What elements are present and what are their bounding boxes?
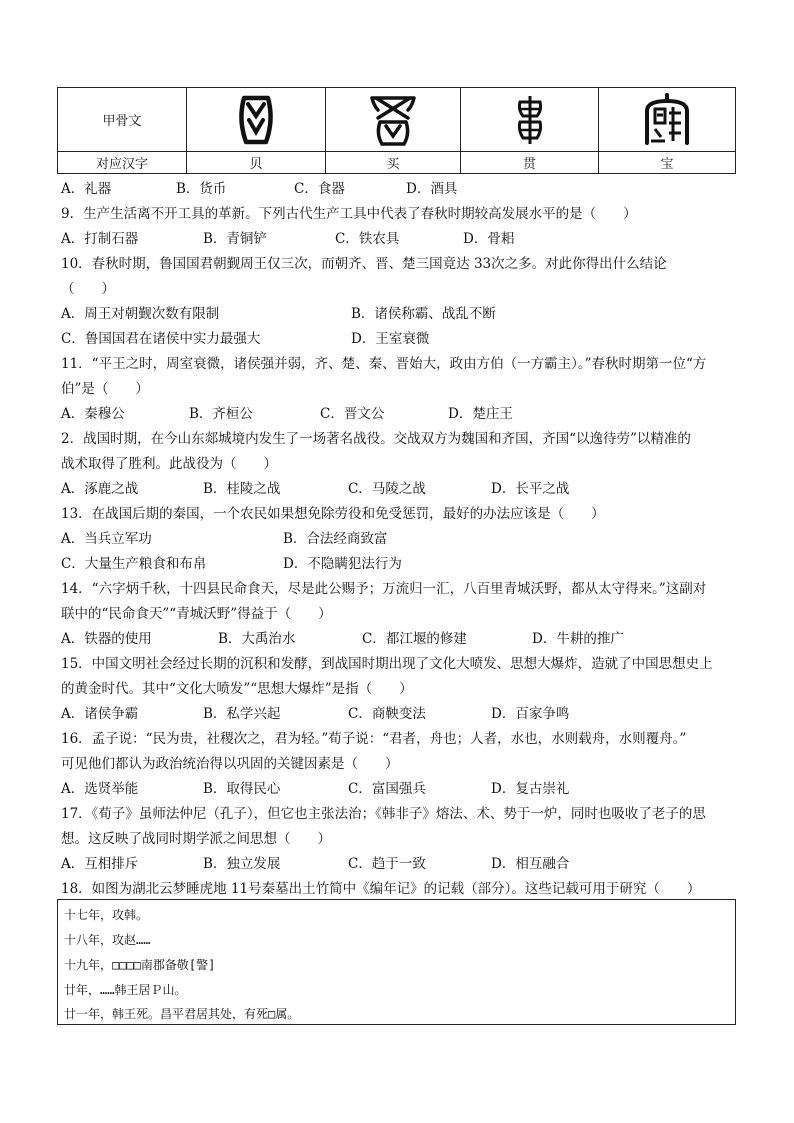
q13-option-c[interactable]: C．大量生产粮食和布帛 [61,556,207,572]
q10-option-c[interactable]: C．鲁国国君在诸侯中实力最强大 [61,331,261,347]
q18-stem: 18．如图为湖北云梦睡虎地 11号秦墓出土竹简中《编年记》的记载（部分）。这些记载可用于研究（ ） [61,881,701,897]
q17-option-c[interactable]: C．趋于一致 [348,856,426,872]
q11-option-d[interactable]: D．楚庄王 [448,406,513,422]
oracle-label-row [58,152,736,174]
q8-option-a[interactable]: A．礼器 [61,181,112,197]
q16-option-b[interactable]: B．取得民心 [203,781,281,797]
q10-option-b[interactable]: B．诸侯称霸、战乱不断 [351,306,496,322]
q15-stem-line2: 的黄金时代。其中“文化大喷发”“思想大爆炸”是指（ ） [61,681,413,697]
oracle-glyph-row [58,88,736,152]
q17-stem-line1: 17．《荀子》虽师法仲尼（孔子），但它也主张法治；《韩非子》熔法、术、势于一炉，同时也吸收了老子的思 [61,806,706,822]
char-guan: 贯 [461,152,599,174]
q14-option-b[interactable]: B．大禹治水 [218,631,296,647]
q14-option-a[interactable]: A．铁器的使用 [61,631,152,647]
q9-stem: 9．生产生活离不开工具的革新。下列古代生产工具中代表了春秋时期较高发展水平的是（ ） [61,206,637,222]
bamboo-line-1: 十七年，攻韩。 [64,908,149,922]
q8-option-d[interactable]: D．酒具 [406,181,458,197]
q13-stem: 13．在战国后期的秦国，一个农民如果想免除劳役和免受惩罚，最好的办法应该是（ ） [61,506,605,522]
q14-option-c[interactable]: C．都江堰的修建 [362,631,467,647]
oracle-label-header: 对应汉字 [58,152,187,174]
q10-stem-line1: 10．春秋时期，鲁国国君朝觐周王仅三次，而朝齐、晋、楚三国竟达 33次之多。对此你得出什么结论 [61,256,667,272]
q8-option-c[interactable]: C．食器 [294,181,345,197]
q9-option-b[interactable]: B．青铜铲 [203,231,267,247]
q9-option-a[interactable]: A．打制石器 [61,231,139,247]
q11-option-b[interactable]: B．齐桓公 [189,406,253,422]
q12-option-c[interactable]: C．马陵之战 [348,481,426,497]
oracle-row-header: 甲骨文 [58,88,187,152]
oracle-mai-cell [326,88,461,152]
q10-option-a[interactable]: A．周王对朝觐次数有限制 [61,306,220,322]
q15-option-b[interactable]: B．私学兴起 [203,706,281,722]
bamboo-slip-excerpt [57,899,736,1025]
q17-option-d[interactable]: D．相互融合 [491,856,570,872]
char-mai: 买 [326,152,461,174]
q12-option-d[interactable]: D．长平之战 [491,481,570,497]
oracle-mai-glyph-icon [368,92,418,148]
q14-stem-line1: 14．“六字炳千秋，十四县民命食天，尽是此公赐予；万流归一汇，八百里青城沃野，都从太守得来。”这副对 [61,581,707,597]
char-bao: 宝 [599,152,736,174]
bamboo-line-2: 十八年，攻赵…… [64,933,151,947]
oracle-bei-glyph-icon [234,94,278,146]
q11-option-c[interactable]: C．晋文公 [320,406,385,422]
oracle-bone-table [57,87,736,174]
q11-option-a[interactable]: A．秦穆公 [61,406,125,422]
q12-option-b[interactable]: B．桂陵之战 [203,481,281,497]
oracle-bao-glyph-icon [643,93,691,147]
q14-stem-line2: 联中的“民命食天”“青城沃野”得益于（ ） [61,606,332,622]
q16-stem-line1: 16．孟子说：“民为贵，社稷次之，君为轻。”荀子说：“君者，舟也；人者，水也，水则载舟，水则覆舟。” [61,731,687,747]
q15-option-c[interactable]: C．商鞅变法 [348,706,426,722]
q16-option-a[interactable]: A．选贤举能 [61,781,139,797]
q12-option-a[interactable]: A．涿鹿之战 [61,481,139,497]
q15-stem-line1: 15．中国文明社会经过长期的沉积和发酵，到战国时期出现了文化大喷发、思想大爆炸，造就了中国思想史上 [61,656,713,672]
q10-stem-line2: （ ） [61,281,115,297]
q11-stem-line1: 11．“平王之时，周室衰微，诸侯强并弱，齐、楚、秦、晋始大，政由方伯（一方霸主）。”春秋时期第一位“方 [61,356,707,372]
q11-stem-line2: 伯”是（ ） [61,381,149,397]
q12-stem-line1: 2．战国时期，在今山东郯城境内发生了一场著名战役。交战双方为魏国和齐国，齐国“以逸待劳”以精准的 [61,431,691,447]
q8-option-b[interactable]: B．货币 [176,181,227,197]
q17-stem-line2: 想。这反映了战同时期学派之间思想（ ） [61,831,331,847]
q15-option-a[interactable]: A．诸侯争霸 [61,706,139,722]
q16-stem-line2: 可见他们都认为政治统治得以巩固的关键因素是（ ） [61,756,399,772]
q13-option-b[interactable]: B．合法经商致富 [283,531,388,547]
bamboo-line-3: 十九年，□□□□南郡备敬[警] [64,958,216,972]
q9-option-c[interactable]: C．铁农具 [335,231,400,247]
q16-option-d[interactable]: D．复古崇礼 [491,781,570,797]
oracle-bao-cell [599,88,736,152]
q17-option-a[interactable]: A．互相排斥 [61,856,139,872]
bamboo-line-5: 廿一年，韩王死。昌平君居其处，有死□属。 [64,1007,300,1021]
q13-option-a[interactable]: A．当兵立军功 [61,531,152,547]
q12-stem-line2: 战术取得了胜利。此战役为（ ） [61,456,277,472]
oracle-guan-glyph-icon [515,94,545,146]
char-bei: 贝 [187,152,326,174]
oracle-bei-cell [187,88,326,152]
q14-option-d[interactable]: D．牛耕的推广 [532,631,624,647]
q9-option-d[interactable]: D．骨耜 [463,231,515,247]
q17-option-b[interactable]: B．独立发展 [203,856,281,872]
q15-option-d[interactable]: D．百家争鸣 [491,706,570,722]
oracle-guan-cell [461,88,599,152]
q13-option-d[interactable]: D．不隐瞒犯法行为 [283,556,402,572]
bamboo-line-4: 廿年，……韩王居Ｐ山。 [64,983,187,997]
q16-option-c[interactable]: C．富国强兵 [348,781,426,797]
q10-option-d[interactable]: D．王室衰微 [351,331,430,347]
